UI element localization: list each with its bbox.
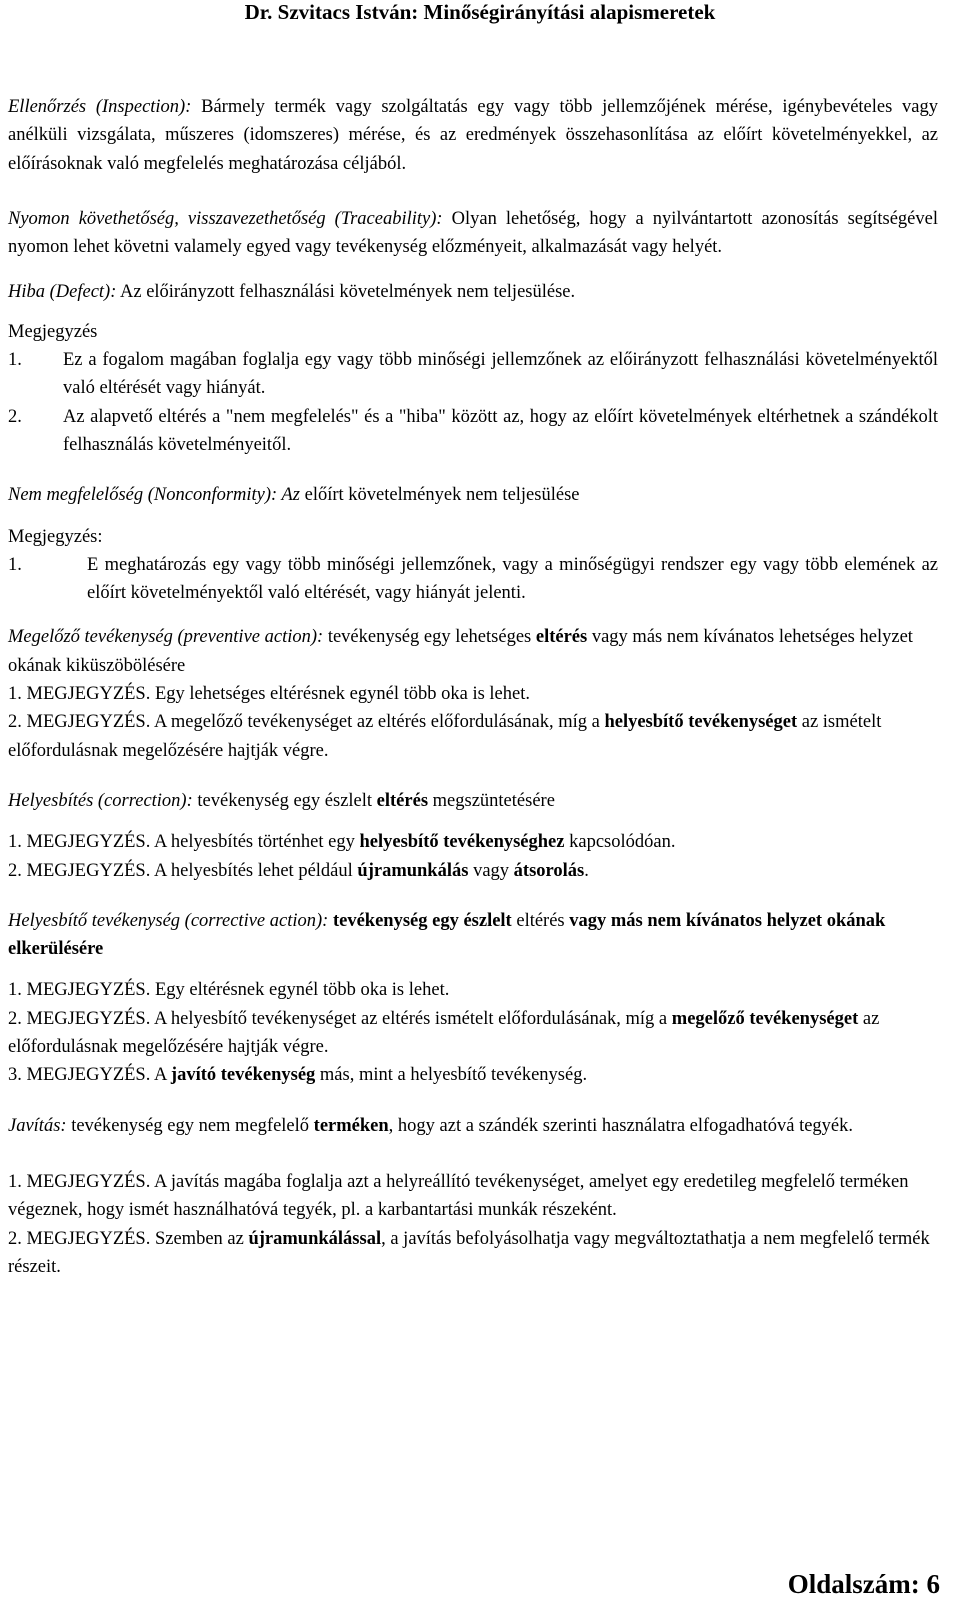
document-body [8, 93, 938, 1281]
term-preventive-action: Megelőző tevékenység (preventive action): [8, 627, 324, 648]
definition-defect: Hiba (Defect): Az előirányzott felhasználási követelmények nem teljesülése. [8, 282, 576, 303]
term-defect: Hiba (Defect): [8, 282, 117, 303]
note: 2. MEGJEGYZÉS. A helyesbítés lehet például újramunkálás vagy átsorolás. [8, 860, 589, 881]
note: 1. MEGJEGYZÉS. A javítás magába foglalja azt a helyreállító tevékenységet, amelyet egy eredetileg megfelelő terméken végeznek, hogy ismét használhatóvá tegyék, pl. a karbantartási munkák részeként. [8, 1171, 909, 1221]
term-nonconformity: Nem megfelelőség (Nonconformity): [8, 485, 278, 506]
note: 3. MEGJEGYZÉS. A javító tevékenység más, mint a helyesbítő tevékenység. [8, 1065, 588, 1086]
list-item: 1. Ez a fogalom magában foglalja egy vagy több minőségi jellemzőnek az előirányzott felhasználási követelményektől való eltérését vagy hiányát. [8, 350, 938, 399]
note: 2. MEGJEGYZÉS. A helyesbítő tevékenységet az eltérés ismételt előfordulásának, míg a megelőző tevékenységet az előfordulásnak megelőzésére hajtják végre. [8, 1008, 880, 1058]
term-inspection: Ellenőrzés (Inspection): [8, 97, 192, 117]
note: 1. MEGJEGYZÉS. A helyesbítés történhet egy helyesbítő tevékenységhez kapcsolódóan. [8, 832, 676, 853]
list-item: 2. Az alapvető eltérés a "nem megfelelés" és a "hiba" között az, hogy az előírt követelmények eltérhetnek a szándékolt felhasználás követelményeitől. [8, 406, 938, 455]
note: 2. MEGJEGYZÉS. A megelőző tevékenységet az eltérés előfordulásának, míg a helyesbítő tevékenységet az ismételt előfordulásnak megelőzésére hajtják végre. [8, 712, 882, 761]
note: 2. MEGJEGYZÉS. Szemben az újramunkálással, a javítás befolyásolhatja vagy megváltoztathatja a nem megfelelő termék részeit. [8, 1228, 930, 1277]
definition-correction: Helyesbítés (correction): tevékenység egy észlelt eltérés megszüntetésére [8, 790, 555, 811]
note-label: Megjegyzés [8, 321, 98, 342]
page-header: Dr. Szvitacs István: Minőségirányítási alapismeretek [244, 0, 716, 24]
definition-inspection: Ellenőrzés (Inspection): Bármely termék vagy szolgáltatás egy vagy több jellemzőjének mérése, igénybevételes vagy anélküli vizsgálata, műszeres (idomszeres) mérése, és az eredmények összehasonlítása az előírt követelményekkel, az előírásoknak való megfelelés meghatározása céljából. [8, 97, 938, 174]
term-corrective-action: Helyesbítő tevékenység (corrective action): [8, 910, 329, 931]
note: 1. MEGJEGYZÉS. Egy lehetséges eltérésnek egynél több oka is lehet. [8, 684, 530, 705]
term-repair: Javítás: [8, 1115, 67, 1136]
note-label: Megjegyzés: [8, 526, 103, 547]
list-item: 1. E meghatározás egy vagy több minőségi jellemzőnek, vagy a minőségügyi rendszer egy vagy több elemének az előírt követelményektől való eltérését, vagy hiányát jelenti. [8, 554, 938, 604]
definition-traceability: Nyomon követhetőség, visszavezethetőség (Traceability): Olyan lehetőség, hogy a nyilvántartott azonosítás segítségével nyomon lehet követni valamely egyed vagy tevékenység előzményeit, alkalmazását vagy helyét. [8, 208, 938, 258]
term-correction: Helyesbítés (correction): [8, 790, 193, 811]
page-number: Oldalszám: 6 [787, 1569, 940, 1599]
term-traceability: Nyomon követhetőség, visszavezethetőség (Traceability): [8, 208, 443, 229]
definition-repair: Javítás: tevékenység egy nem megfelelő terméken, hogy azt a szándék szerinti használatra elfogadhatóvá tegyék. [8, 1115, 854, 1136]
definition-preventive-action: Megelőző tevékenység (preventive action): tevékenység egy lehetséges eltérés vagy más nem kívánatos lehetséges helyzet okának kiküszöbölésére 1. MEGJEGYZÉS. Egy lehetséges eltérésnek egynél több oka is lehet. 2. MEGJEGYZÉS. A megelőző tevékenységet az eltérés előfordulásának, míg a helyesbítő tevékenységet az ismételt előfordulásnak megelőzésére hajtják végre. [8, 623, 938, 764]
note: 1. MEGJEGYZÉS. Egy eltérésnek egynél több oka is lehet. [8, 980, 450, 1001]
definition-nonconformity: Nem megfelelőség (Nonconformity): Az előírt követelmények nem teljesülése [8, 485, 580, 506]
definition-corrective-action: Helyesbítő tevékenység (corrective action): tevékenység egy észlelt eltérés vagy más nem kívánatos helyzet okának elkerülésére [8, 910, 886, 960]
